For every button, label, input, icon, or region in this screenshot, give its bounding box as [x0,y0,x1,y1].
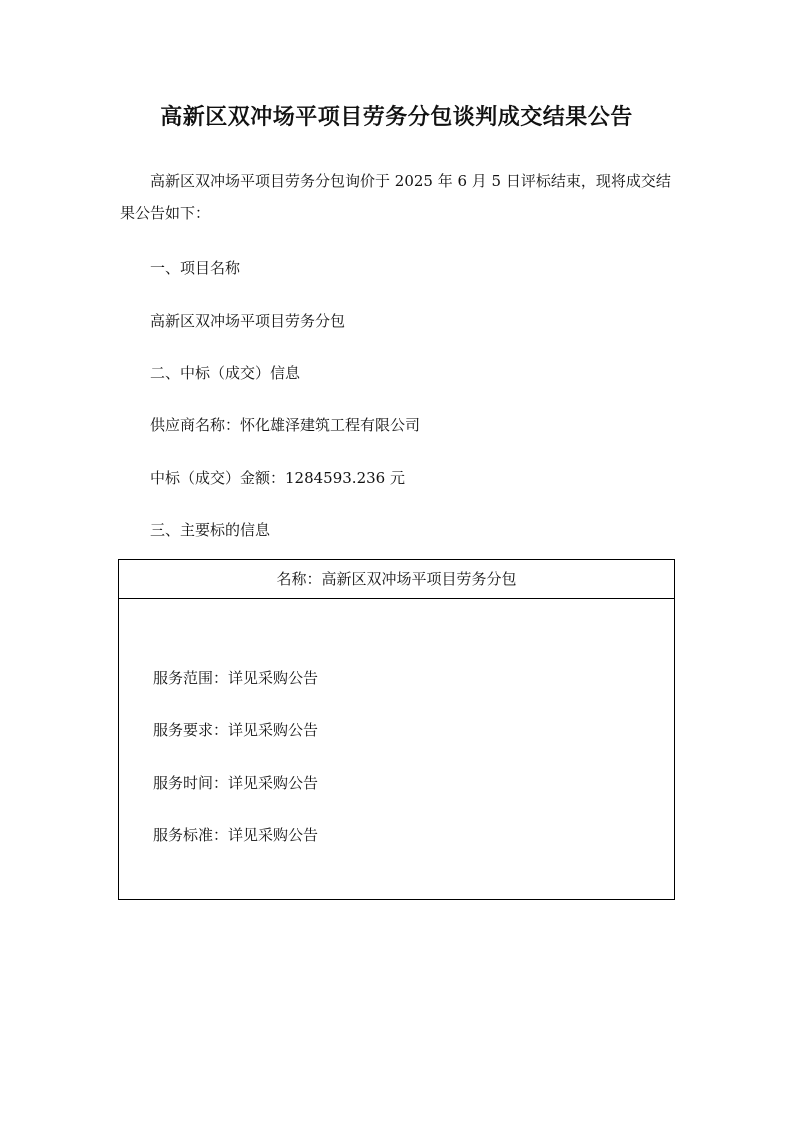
table-row-service-requirement: 服务要求：详见采购公告 [153,721,319,739]
table-header-cell: 名称：高新区双冲场平项目劳务分包 [119,560,674,599]
award-amount-text: 中标（成交）金额：1284593.236 元 [150,469,405,487]
project-name-text: 高新区双冲场平项目劳务分包 [150,312,346,330]
table-row-service-time: 服务时间：详见采购公告 [153,774,319,792]
subject-info-table [118,559,675,900]
section-heading-main-subject: 三、主要标的信息 [150,521,271,539]
intro-paragraph: 高新区双冲场平项目劳务分包询价于 2025 年 6 月 5 日评标结束，现将成交结果公告如下： [120,172,671,222]
supplier-name-text: 供应商名称：怀化雄泽建筑工程有限公司 [150,416,421,434]
document-title: 高新区双冲场平项目劳务分包谈判成交结果公告 [160,104,633,130]
table-row-service-scope: 服务范围：详见采购公告 [153,669,319,687]
section-heading-award-info: 二、中标（成交）信息 [150,364,301,382]
table-row-service-standard: 服务标准：详见采购公告 [153,826,319,844]
section-heading-project-name: 一、项目名称 [150,259,241,277]
